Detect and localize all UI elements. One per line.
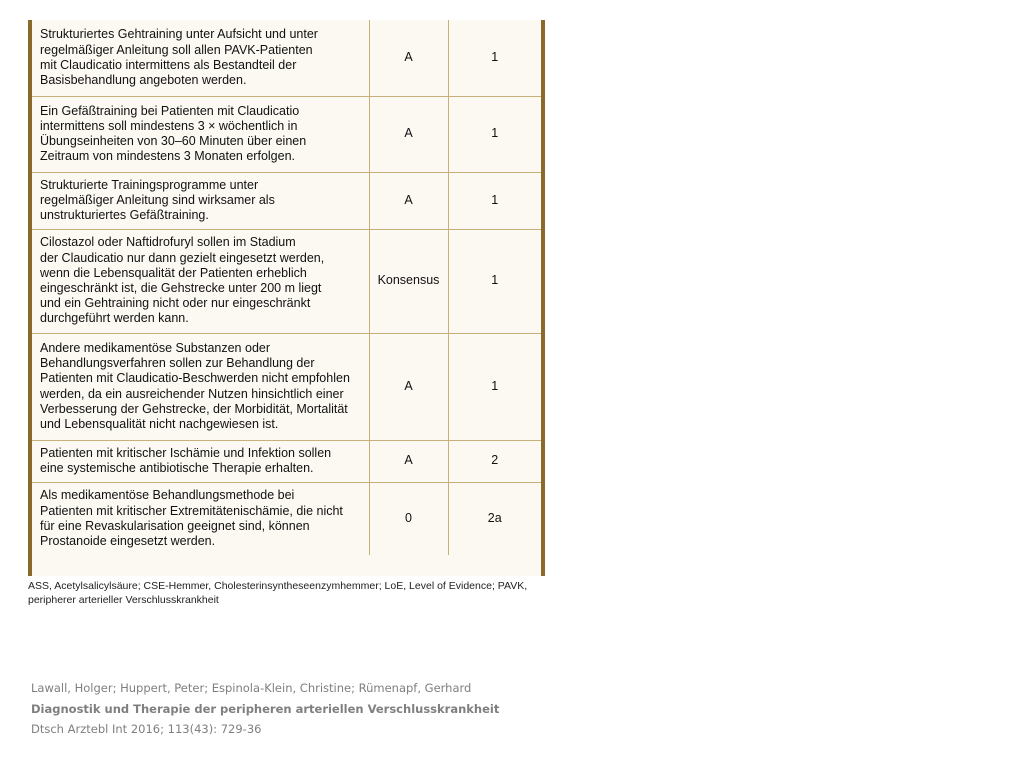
- recommendation-text: Patienten mit kritischer Ischämie und Infektion sollen eine systemische antibiotische Therapie erhalten.: [32, 440, 369, 482]
- table-row: [32, 333, 541, 440]
- citation-title: Diagnostik und Therapie der peripheren arteriellen Verschlusskrankheit: [31, 701, 500, 716]
- recommendation-grade: Konsensus: [369, 229, 448, 333]
- level-of-evidence: 1: [448, 333, 541, 440]
- level-of-evidence: 2a: [487, 511, 502, 526]
- recommendation-grade: A: [369, 333, 448, 440]
- recommendation-table-frame: [28, 20, 545, 576]
- table-footnote: ASS, Acetylsalicylsäure; CSE-Hemmer, Cholesterinsyntheseenzymhemmer; LoE, Level of Evidence; PAVK, peripherer arterieller Verschlusskrankheit: [28, 580, 528, 606]
- level-of-evidence: 2: [448, 440, 541, 482]
- recommendation-text: Strukturiertes Gehtraining unter Aufsicht und unter regelmäßiger Anleitung soll allen PAVK-Patienten mit Claudicatio intermittens als Bestandteil der Basisbehandlung angeboten werden.: [32, 20, 369, 96]
- table-row: [32, 229, 541, 333]
- level-of-evidence: 1: [448, 96, 541, 172]
- citation-journal: Dtsch Arztebl Int 2016; 113(43): 729-36: [31, 722, 262, 736]
- table-right-border: [541, 20, 545, 576]
- recommendation-text: Strukturierte Trainingsprogramme unter regelmäßiger Anleitung sind wirksamer als unstrukturiertes Gefäßtraining.: [32, 172, 369, 229]
- level-of-evidence: 1: [448, 20, 541, 96]
- table-row: [32, 172, 541, 229]
- level-of-evidence: 1: [448, 229, 541, 333]
- table-row: [32, 440, 541, 482]
- table-row: [32, 482, 541, 555]
- citation-authors: Lawall, Holger; Huppert, Peter; Espinola-Klein, Christine; Rümenapf, Gerhard: [31, 681, 472, 695]
- level-of-evidence: 1: [448, 172, 541, 229]
- recommendation-table: [32, 20, 541, 555]
- recommendation-text: Cilostazol oder Naftidrofuryl sollen im Stadium der Claudicatio nur dann gezielt eingesetzt werden, wenn die Lebensqualität der Patienten erheblich eingeschränkt ist, die Gehstrecke unter 200 m liegt und ein Gehtraining nicht oder nur eingeschränkt durchgeführt werden kann.: [32, 229, 369, 333]
- table-row: [32, 20, 541, 96]
- recommendation-grade: A: [369, 96, 448, 172]
- recommendation-grade: A: [369, 20, 448, 96]
- recommendation-text: Als medikamentöse Behandlungsmethode bei Patienten mit kritischer Extremitätenischämie, die nicht für eine Revaskularisation geeignet sind, können Prostanoide eingesetzt werden.: [32, 482, 369, 555]
- recommendation-grade: A: [369, 172, 448, 229]
- recommendation-text: Andere medikamentöse Substanzen oder Behandlungsverfahren sollen zur Behandlung der Patienten mit Claudicatio-Beschwerden nicht empfohlen werden, da ein ausreichender Nutzen hinsichtlich einer Verbesserung der Gehstrecke, der Morbidität, Mortalität und Lebensqualität nicht nachgewiesen ist.: [32, 333, 369, 440]
- table-row: [32, 96, 541, 172]
- recommendation-grade: A: [369, 440, 448, 482]
- recommendation-text: Ein Gefäßtraining bei Patienten mit Claudicatio intermittens soll mindestens 3 × wöchentlich in Übungseinheiten von 30–60 Minuten über einen Zeitraum von mindestens 3 Monaten erfolgen.: [32, 96, 369, 172]
- recommendation-grade: 0: [369, 482, 448, 555]
- citation: [31, 678, 731, 740]
